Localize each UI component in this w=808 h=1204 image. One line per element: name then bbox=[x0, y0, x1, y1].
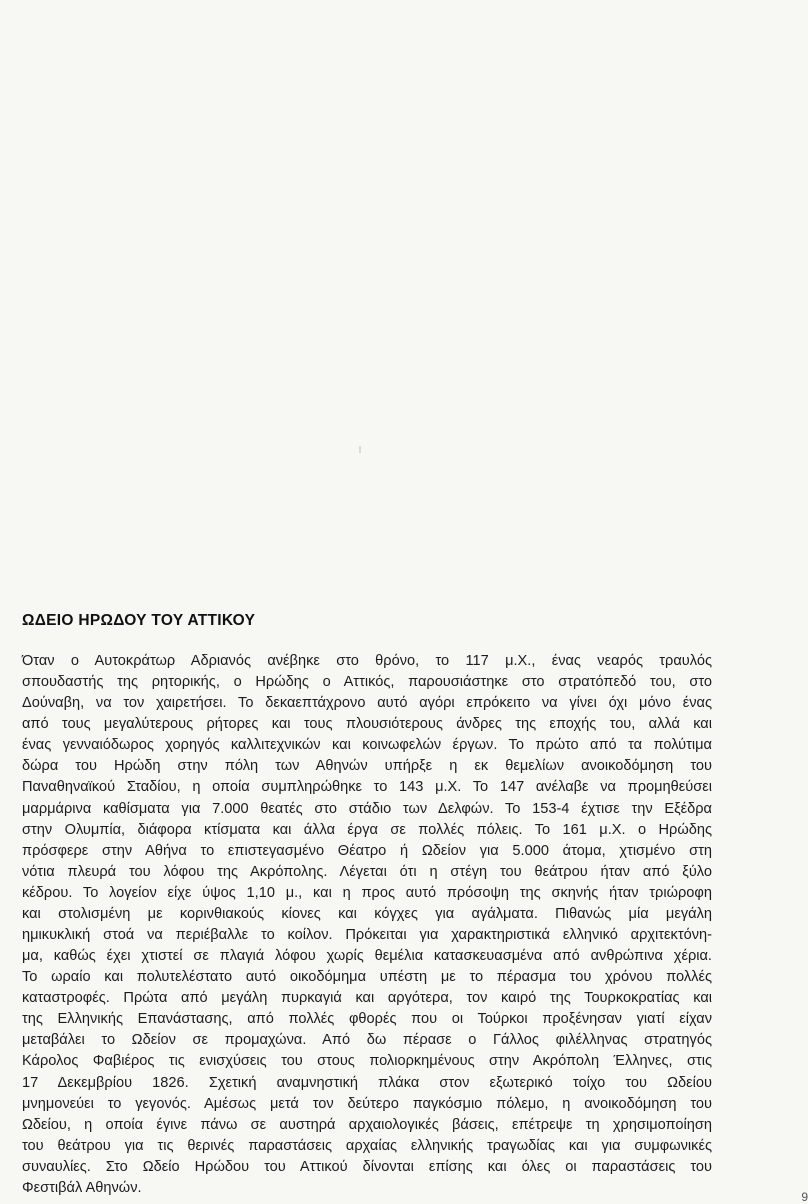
article-body bbox=[22, 651, 712, 1199]
body-line: 17 Δεκεμβρίου 1826. Σχετική αναμνηστική πλάκα στον εξωτερικό τοίχο του Ωδείου bbox=[22, 1074, 712, 1091]
body-line: Φεστιβάλ Αθηνών. bbox=[22, 1179, 142, 1196]
body-line: Το ωραίο και πολυτελέστατο αυτό οικοδόμημα υπέστη με το πέρασμα του χρόνου πολλές bbox=[22, 969, 712, 986]
body-line: μνημονεύει το γεγονός. Αμέσως μετά τον δεύτερο παγκόσμιο πόλεμο, η ανοικοδόμηση του bbox=[22, 1095, 712, 1112]
body-line: ένας γενναιόδωρος χορηγός καλλιτεχνικών και κοινωφελών έργων. Το πρώτο από τα πολύτιμα bbox=[22, 737, 712, 754]
body-line: του θεάτρου για τις θερινές παραστάσεις αρχαίας ελληνικής τραγωδίας και για συμφωνικές bbox=[22, 1137, 712, 1154]
page-number: 9 bbox=[801, 1190, 808, 1204]
body-line: μεταβάλει το Ωδείον σε προμαχώνα. Από δω πέρασε ο Γάλλος φιλέλληνας στρατηγός bbox=[22, 1032, 712, 1049]
body-line: και στολισμένη με κορινθιακούς κίονες και κόγχες για αγάλματα. Πιθανώς μία μεγάλη bbox=[22, 905, 712, 922]
body-line: καταστροφές. Πρώτα από μεγάλη πυρκαγιά και αργότερα, τον καιρό της Τουρκοκρατίας και bbox=[22, 990, 712, 1007]
body-line: Κάρολος Φαβιέρος τις ενισχύσεις του στους πολιορκημένους στην Ακρόπολη Έλληνες, στις bbox=[22, 1053, 712, 1070]
scan-mark bbox=[359, 446, 361, 453]
body-line: μα, καθώς έχει χτιστεί σε πλαγιά λόφου χωρίς θεμέλια κατασκευασμένα από ανθρώπινα χέρια. bbox=[22, 948, 712, 965]
body-line: πρόσφερε στην Αθήνα το επιστεγασμένο Θέατρο ή Ωδείον για 5.000 άτομα, χτισμένο στη bbox=[22, 842, 712, 859]
body-line: δώρα του Ηρώδη στην πόλη των Αθηνών υπήρξε η εκ θεμελίων ανοικοδόμηση του bbox=[22, 758, 712, 775]
body-line: ημικυκλική στοά να περιέβαλλε το κοίλον. Πρόκειται για χαρακτηριστικά ελληνικό αρχιτεκτόνη- bbox=[22, 927, 712, 944]
body-line: στην Ολυμπία, διάφορα κτίσματα και άλλα έργα σε πολλές πόλεις. Το 161 μ.Χ. ο Ηρώδης bbox=[22, 821, 712, 838]
article-title: ΩΔΕΙΟ ΗΡΩΔΟΥ ΤΟΥ ΑΤΤΙΚΟΥ bbox=[22, 612, 256, 629]
body-line: από τους μεγαλύτερους ρήτορες και τους πλουσιότερους άνδρες της εποχής του, αλλά και bbox=[22, 716, 712, 733]
body-line: Παναθηναϊκού Σταδίου, η οποία συμπληρώθηκε το 143 μ.Χ. Το 147 ανέλαβε να προμηθεύσει bbox=[22, 779, 712, 796]
body-line: μαρμάρινα καθίσματα για 7.000 θεατές στο στάδιο των Δελφών. Το 153-4 έχτισε την Εξέδρα bbox=[22, 800, 712, 817]
body-line: Όταν ο Αυτοκράτωρ Αδριανός ανέβηκε στο θρόνο, το 117 μ.Χ., ένας νεαρός τραυλός bbox=[22, 653, 712, 669]
body-line: Δούναβη, να τον χαιρετήσει. Το δεκαεπτάχρονο αυτό αγόρι επρόκειτο να γίνει όχι μόνο ένας bbox=[22, 695, 712, 712]
body-line: της Ελληνικής Επανάστασης, από πολλές φθορές που οι Τούρκοι προξένησαν γιατί είχαν bbox=[22, 1011, 712, 1028]
body-line: Ωδείου, η οποία έγινε πάνω σε αυστηρά αρχαιολογικές βάσεις, επέτρεψε τη χρησιμοποίηση bbox=[22, 1116, 712, 1133]
body-line: σπουδαστής της ρητορικής, ο Ηρώδης ο Αττικός, παρουσιάστηκε στο στρατόπεδό του, στο bbox=[22, 674, 712, 691]
body-line: συναυλίες. Στο Ωδείο Ηρώδου του Αττικού δίνονται επίσης και όλες οι παραστάσεις του bbox=[22, 1158, 712, 1175]
body-line: νότια πλευρά του λόφου της Ακρόπολης. Λέγεται ότι η στέγη του θεάτρου ήταν από ξύλο bbox=[22, 863, 712, 880]
body-line: κέδρου. Το λογείον είχε ύψος 1,10 μ., και η προς αυτό πρόσοψη της σκηνής ήταν τριώροφη bbox=[22, 884, 712, 901]
